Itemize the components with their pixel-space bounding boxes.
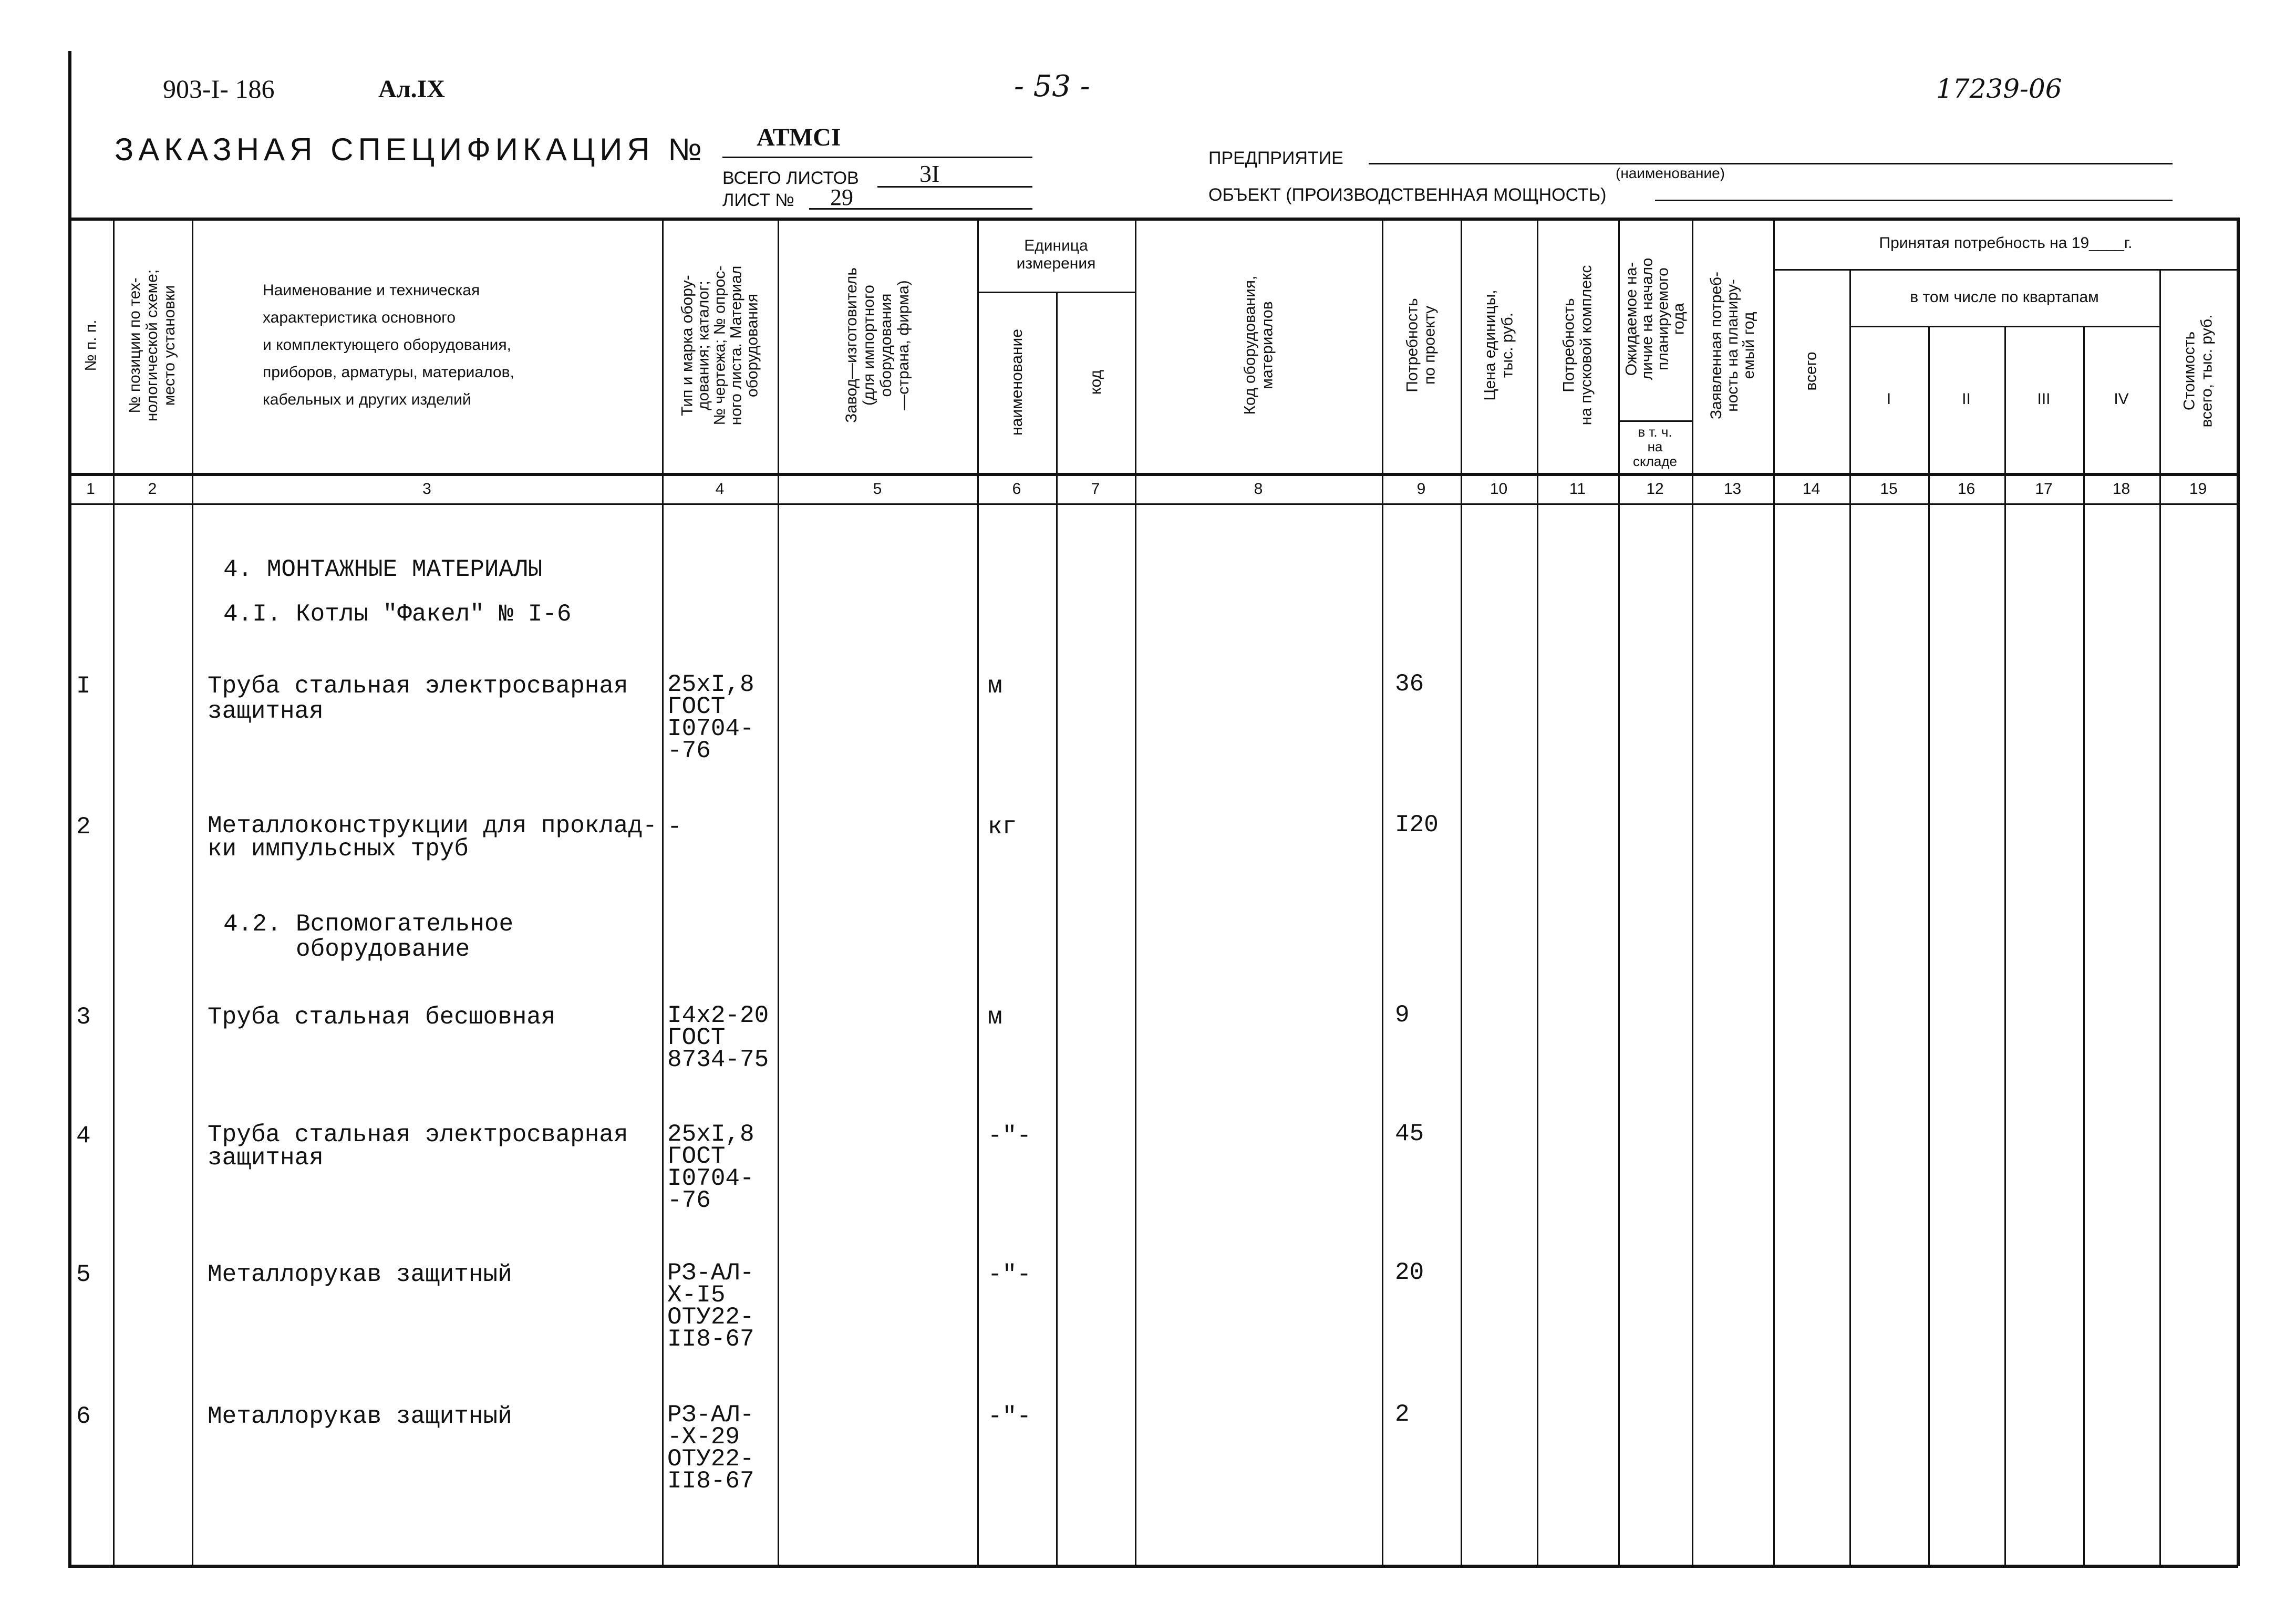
col-number-16: 16 [1957,480,1976,498]
page-number: - 53 - [1014,69,1090,104]
row-2-type: - [667,813,682,841]
row-2-qty: I20 [1395,811,1439,839]
row-2-number: 2 [76,813,91,841]
spec-number: АТМСI [757,123,841,151]
row-5-number: 5 [76,1261,91,1288]
col-header-12: Ожидаемое на- личие на начало планируемого года [1622,257,1688,380]
col-header-7: код [1087,370,1104,395]
col-header-12-in-stock: в т. ч. на складе [1633,424,1677,469]
row-3-name: Труба стальная бесшовная [208,1004,556,1031]
col-number-4: 4 [715,480,725,498]
col-number-14: 14 [1802,480,1821,498]
col-number-3: 3 [422,480,431,498]
sheet-no-value: 29 [830,184,853,210]
col-header-15: I [1886,390,1891,408]
col-header-unit-group: Единица измерения [1016,236,1096,272]
col-header-9: Потребность по проекту [1404,298,1439,392]
total-sheets-value: 3I [919,160,940,187]
album-label: Ал.IX [378,75,445,103]
row-1-number: I [76,673,91,700]
row-6-unit: -"- [988,1403,1031,1430]
col-number-17: 17 [2035,480,2053,498]
col-number-6: 6 [1012,480,1021,498]
table-bottom-border [68,1565,2238,1568]
row-2-name: Металлоконструкции для проклад- ки импульсных труб [208,812,657,863]
col-number-15: 15 [1880,480,1898,498]
col-number-13: 13 [1723,480,1742,498]
row-1-qty: 36 [1395,670,1424,698]
col-header-accepted-group: Принятая потребность на 19____г. [1879,234,2133,252]
col-number-11: 11 [1569,480,1586,498]
row-5-unit: -"- [988,1261,1031,1288]
row-2-unit: кг [988,813,1017,841]
col-header-8: Код оборудования, материалов [1241,275,1276,415]
row-3-type: I4х2-20 ГОСТ 8734-75 [667,1002,769,1073]
enterprise-underline [1369,163,2173,164]
doc-code: 903-I- 186 [163,74,275,104]
sheet-no-label: ЛИСТ № [722,190,794,210]
row-3-unit: м [988,1004,1002,1031]
row-4-number: 4 [76,1122,91,1150]
col-number-1: 1 [86,480,95,498]
col-header-13: Заявленная потреб- ность на планиру- емый год [1708,271,1758,419]
table-right-border [2237,218,2240,1566]
enterprise-label: ПРЕДПРИЯТИЕ [1208,148,1343,168]
row-5-name: Металлорукав защитный [208,1261,512,1288]
col-line-15 [1928,326,1930,1566]
spec-number-underline [722,157,1032,158]
row-6-name: Металлорукав защитный [208,1403,512,1430]
row-6-number: 6 [76,1403,91,1430]
enterprise-name-hint: (наименование) [1616,165,1725,181]
row-1-name: Труба стальная электросварная защитная [208,673,628,725]
col-header-1: № п. п. [82,319,100,371]
col-number-19: 19 [2189,480,2207,498]
col-line-17 [2083,326,2085,1566]
col-header-6: наименование [1008,329,1026,436]
col-number-12: 12 [1646,480,1664,498]
col-header-10: Цена единицы, тыс. руб. [1481,289,1516,401]
column-number-bottom-border [68,503,2238,505]
col-number-8: 8 [1254,480,1263,498]
col-header-5: Завод—изготовитель (для импортного оборудования —страна, фирма) [843,267,912,423]
row-4-unit: -"- [988,1122,1031,1150]
section-heading-4: 4. МОНТАЖНЫЕ МАТЕРИАЛЫ [223,556,543,583]
total-sheets-underline [877,186,1032,188]
row-6-qty: 2 [1395,1401,1410,1428]
col-header-2: № позиции по тех- нологической схеме; место установки [126,269,179,421]
col-header-17: III [2037,390,2051,408]
col-header-16: II [1962,390,1971,408]
col-number-9: 9 [1416,480,1426,498]
col-number-5: 5 [873,480,882,498]
object-underline [1655,200,2173,201]
col-header-11: Потребность на пусковой комплекс [1560,265,1595,426]
row-4-qty: 45 [1395,1120,1424,1147]
sheet-no-underline [809,208,1032,210]
section-heading-4-1: 4.I. Котлы "Факел" № I-6 [223,601,572,628]
row-6-type: РЗ-АЛ- -Х-29 ОТУ22- II8-67 [667,1401,754,1495]
sheet-code: 17239-06 [1936,74,2062,104]
col-header-quarters-group: в том числе по квартапам [1910,288,2099,306]
row-5-type: РЗ-АЛ- Х-I5 ОТУ22- II8-67 [667,1259,754,1353]
col-header-4: Тип и марка обору- дования; каталог; № чертежа; № опрос- ного листа. Материал оборудования [678,265,761,425]
section-heading-4-2: 4.2. Вспомогательное оборудование [223,911,514,963]
col-number-2: 2 [148,480,157,498]
col-number-7: 7 [1091,480,1100,498]
row-5-qty: 20 [1395,1259,1424,1286]
row-3-number: 3 [76,1004,91,1031]
row-3-qty: 9 [1395,1001,1410,1029]
col-header-18: IV [2114,390,2129,408]
total-sheets-label: ВСЕГО ЛИСТОВ [722,168,859,188]
row-1-type: 25хI,8 ГОСТ I0704- -76 [667,671,754,764]
row-1-unit: м [988,673,1002,700]
object-label: ОБЪЕКТ (ПРОИЗВОДСТВЕННАЯ МОЩНОСТЬ) [1208,185,1607,205]
row-4-name: Труба стальная электросварная защитная [208,1121,628,1172]
spec-title: ЗАКАЗНАЯ СПЕЦИФИКАЦИЯ № [115,132,707,167]
col-number-10: 10 [1490,480,1508,498]
col-header-3: Наименование и техническая характеристика основного и комплектующего оборудования, приборов, арматуры, материалов, кабельных и других изделий [263,282,514,408]
col-header-19: Стоимость всего, тыс. руб. [2180,314,2216,428]
col-line-16 [2004,326,2006,1566]
row-4-type: 25хI,8 ГОСТ I0704- -76 [667,1121,754,1214]
col-number-18: 18 [2112,480,2130,498]
col-header-14: всего [1802,351,1820,391]
